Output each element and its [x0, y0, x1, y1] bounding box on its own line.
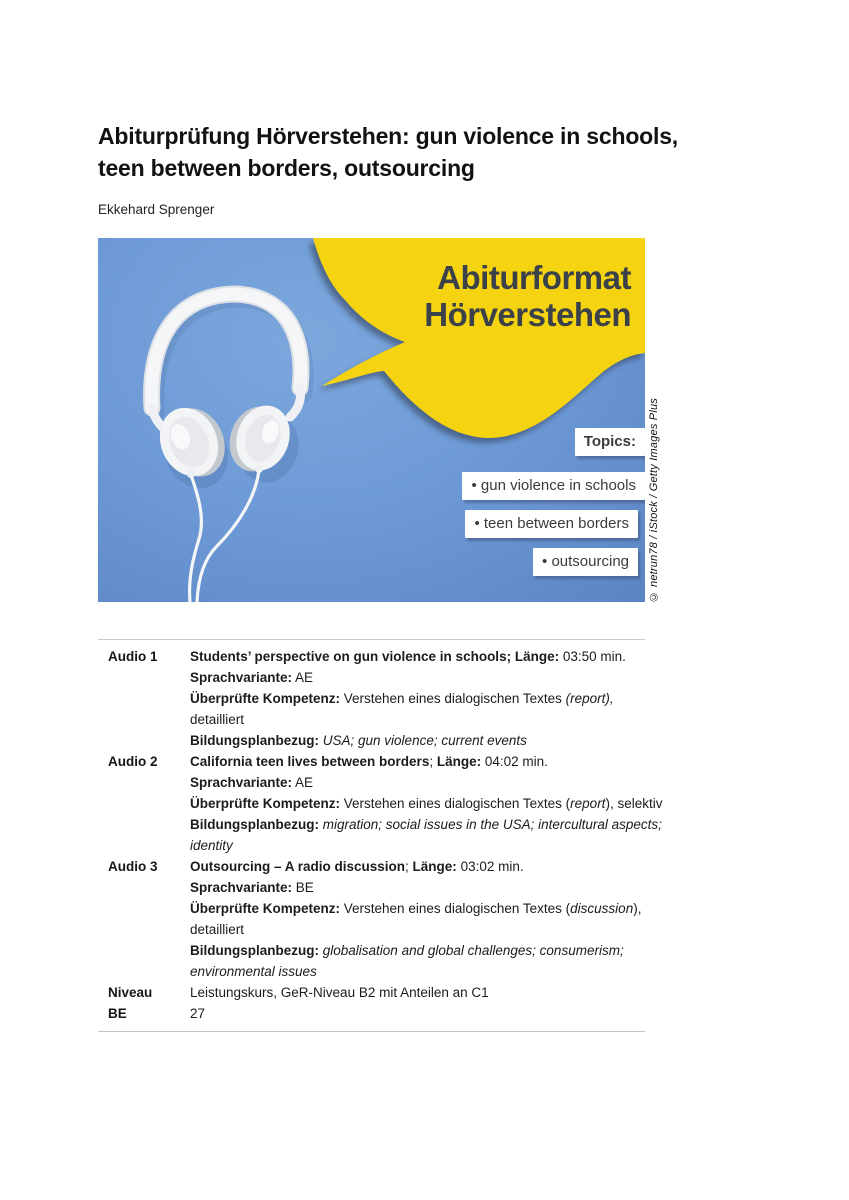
- headphones-photo: [98, 238, 645, 602]
- row-line: Sprachvariante: AE: [190, 670, 314, 685]
- row-line: Bildungsplanbezug: migration; social issues in the USA; intercultural aspects;: [190, 817, 662, 832]
- row-content: [190, 751, 662, 856]
- row-line: Bildungsplanbezug: globalisation and global challenges; consumerism;: [190, 943, 624, 958]
- image-credit-text: © netrun78 / iStock / Getty Images Plus: [648, 397, 660, 602]
- image-credit: [647, 238, 664, 602]
- table-row: [98, 982, 645, 1003]
- row-line: Sprachvariante: AE: [190, 775, 314, 790]
- row-content: [190, 1003, 205, 1024]
- row-content: [190, 646, 626, 751]
- row-line: Bildungsplanbezug: USA; gun violence; current events: [190, 733, 527, 748]
- row-line: Überprüfte Kompetenz: Verstehen eines dialogischen Textes (report),: [190, 691, 614, 706]
- speech-bubble-text: [424, 259, 631, 333]
- hero-image: [98, 238, 678, 602]
- row-line: Sprachvariante: BE: [190, 880, 314, 895]
- topic-item-gun-violence: • gun violence in schools: [462, 472, 645, 500]
- table-row: [98, 751, 663, 856]
- row-label: Niveau: [108, 985, 153, 1000]
- right-cable: [197, 470, 259, 602]
- row-line: Überprüfte Kompetenz: Verstehen eines dialogischen Textes (discussion),: [190, 901, 642, 916]
- row-line: Leistungskurs, GeR-Niveau B2 mit Anteilen an C1: [190, 985, 489, 1000]
- row-label: Audio 1: [108, 649, 158, 664]
- row-content: [190, 982, 489, 1003]
- row-line: Überprüfte Kompetenz: Verstehen eines dialogischen Textes (report), selektiv: [190, 796, 663, 811]
- topic-item-teen-borders: • teen between borders: [465, 510, 638, 538]
- headband: [152, 294, 301, 408]
- row-line: detailliert: [190, 712, 245, 727]
- row-line: 27: [190, 1006, 206, 1021]
- topics-label: Topics:: [575, 428, 645, 456]
- row-line: detailliert: [190, 922, 245, 937]
- table-row: [98, 646, 645, 751]
- bubble-line-2: Hörverstehen: [424, 296, 631, 333]
- row-line: California teen lives between borders; Länge: 04:02 min.: [190, 754, 548, 769]
- page-title: Abiturprüfung Hörverstehen: gun violence in schools, teen between borders, outsourcing: [98, 123, 678, 181]
- topic-item-outsourcing: • outsourcing: [533, 548, 638, 576]
- row-content: [190, 856, 641, 982]
- table-row: [98, 1003, 645, 1024]
- row-line: Students’ perspective on gun violence in schools; Länge: 03:50 min.: [190, 649, 626, 664]
- row-line: Outsourcing – A radio discussion; Länge: 03:02 min.: [190, 859, 524, 874]
- info-table: [98, 639, 663, 1032]
- table-row: [98, 856, 645, 982]
- row-label: Audio 3: [108, 859, 158, 874]
- row-label: BE: [108, 1006, 127, 1021]
- bubble-line-1: Abiturformat: [437, 259, 631, 296]
- row-line: environmental issues: [190, 964, 317, 979]
- author-name: Ekkehard Sprenger: [98, 202, 215, 217]
- row-line: identity: [190, 838, 233, 853]
- row-label: Audio 2: [108, 754, 158, 769]
